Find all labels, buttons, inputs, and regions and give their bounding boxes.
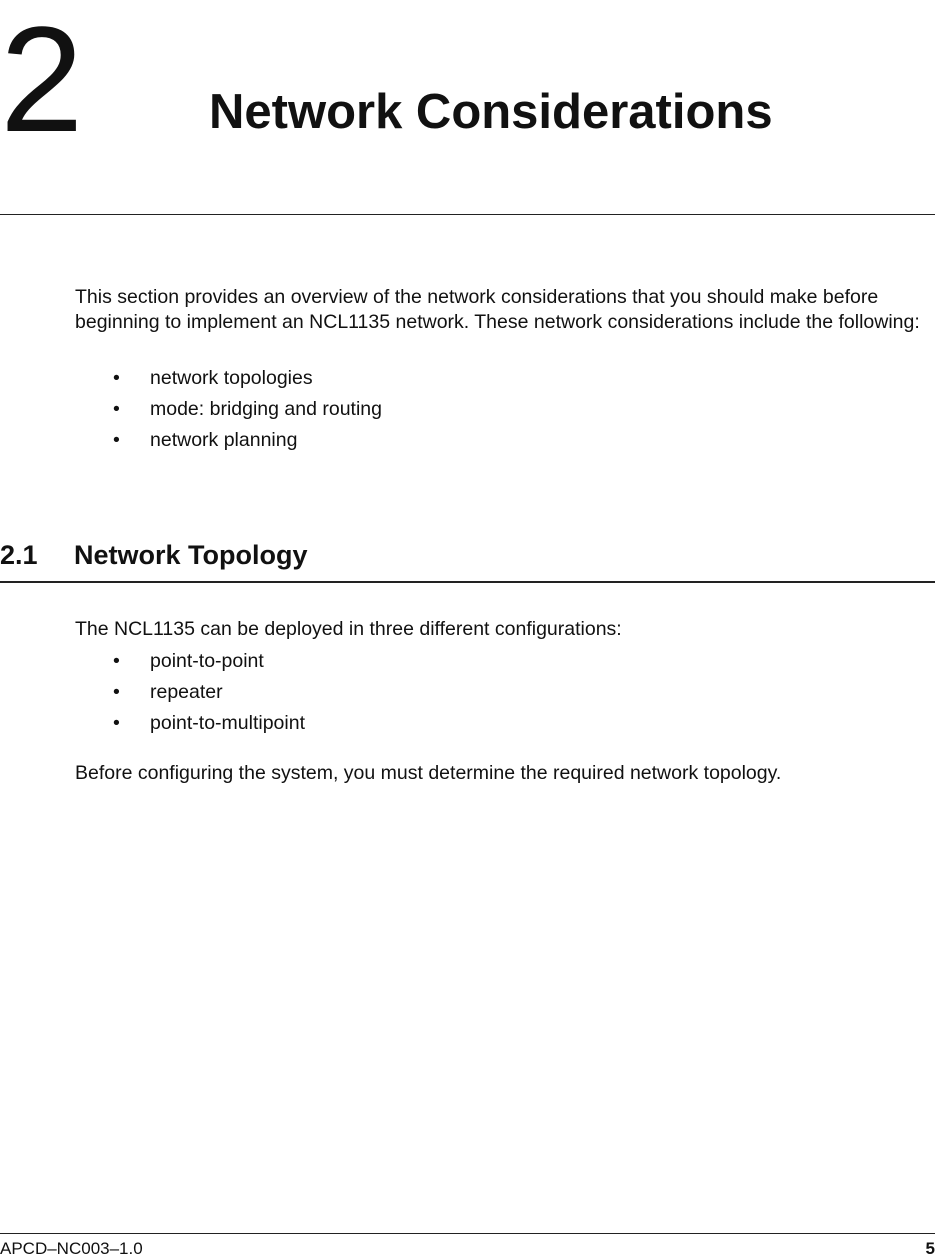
list-item-text: mode: bridging and routing: [150, 398, 382, 420]
section-heading: [0, 538, 308, 572]
topology-intro-paragraph: The NCL1135 can be deployed in three different configurations:: [75, 618, 622, 640]
list-item-text: network planning: [150, 429, 298, 451]
closing-paragraph: Before configuring the system, you must determine the required network topology.: [75, 762, 782, 784]
footer-page-number: 5: [925, 1239, 935, 1258]
bullet-icon: •: [113, 367, 120, 389]
chapter-divider: [0, 214, 935, 215]
intro-paragraph: This section provides an overview of the network considerations that you should make before beginning to implement an NCL1135 network. These network considerations include the following:: [75, 286, 920, 333]
footer-divider: [0, 1233, 935, 1234]
section-title: Network Topology: [74, 540, 308, 570]
list-item-text: repeater: [150, 681, 223, 703]
bullet-icon: •: [113, 429, 120, 451]
bullet-icon: •: [113, 681, 120, 703]
list-item-text: point-to-point: [150, 650, 264, 672]
footer-doc-id: APCD–NC003–1.0: [0, 1239, 143, 1258]
chapter-title: Network Considerations: [209, 85, 773, 139]
section-divider: [0, 581, 935, 583]
section-number: 2.1: [0, 540, 38, 570]
bullet-icon: •: [113, 650, 120, 672]
chapter-number: 2: [0, 0, 84, 163]
bullet-icon: •: [113, 398, 120, 420]
list-item-text: point-to-multipoint: [150, 712, 305, 734]
bullet-icon: •: [113, 712, 120, 734]
list-item-text: network topologies: [150, 367, 313, 389]
